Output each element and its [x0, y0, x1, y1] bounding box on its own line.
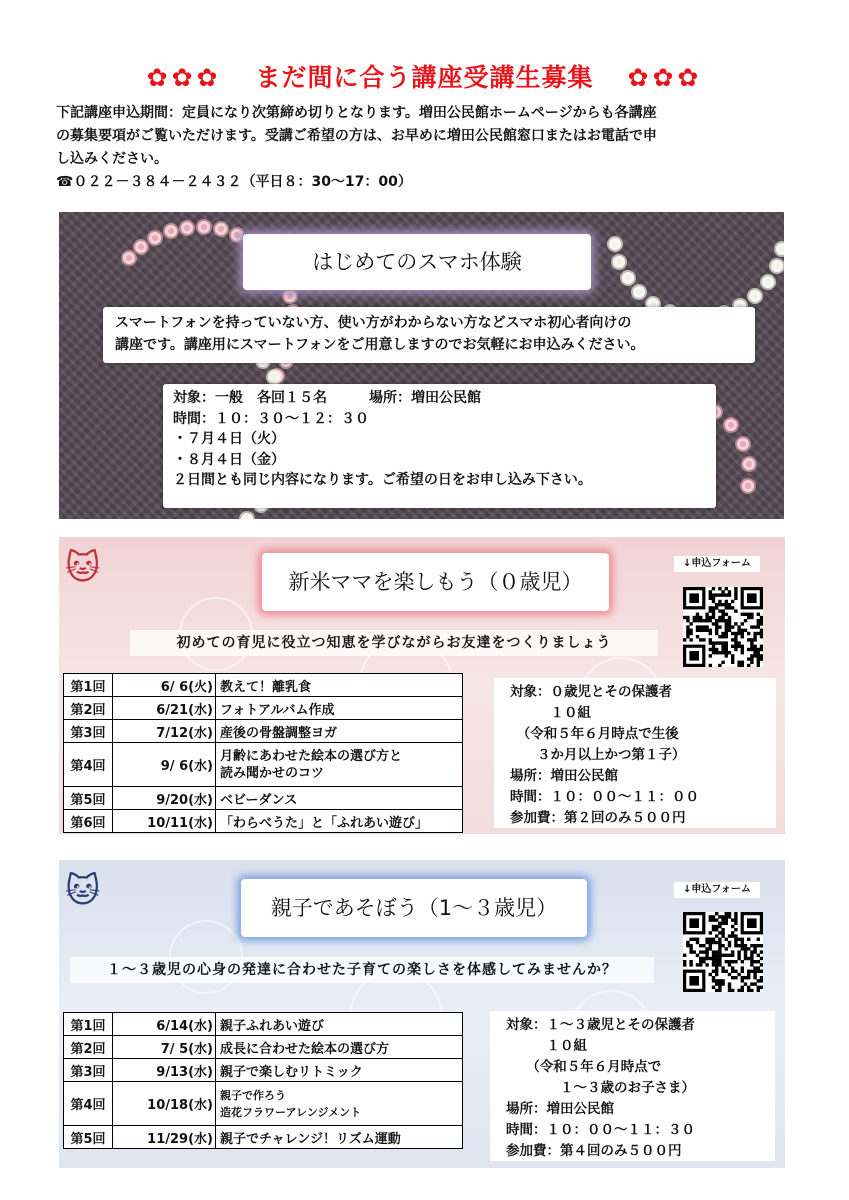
phone-icon: ☎ — [56, 174, 74, 190]
session-num: 第6回 — [64, 810, 113, 833]
flower-icons-right: ✿✿✿ — [627, 63, 703, 92]
course2-info-line: （令和５年６月時点で生後 — [510, 726, 679, 742]
course3-info-line: 参加費：第４回のみ５００円 — [506, 1143, 682, 1159]
session-num: 第2回 — [64, 1036, 113, 1059]
session-topic: 親子ふれあい遊び — [216, 1013, 463, 1036]
session-date: 10/18(水) — [113, 1082, 216, 1126]
flower-decoration-icon — [613, 256, 625, 268]
table-row — [64, 697, 463, 720]
intro-line: 下記講座申込期間：定員になり次第締め切りとなります。増田公民館ホームページからも各講座 — [56, 105, 657, 121]
course1-title: はじめてのスマホ体験 — [243, 234, 591, 290]
session-date: 6/ 6(火) — [113, 674, 216, 697]
course2-subtitle: 初めての育児に役立つ知恵を学びながらお友達をつくりましょう — [130, 630, 658, 656]
session-num: 第3回 — [64, 720, 113, 743]
course2-qr-code-icon[interactable] — [683, 587, 763, 667]
course1-info-line: 時間：１０：３０～１２：３０ — [173, 410, 369, 427]
flower-decoration-icon — [149, 232, 161, 244]
course3-info-line: 対象：１～３歳児とその保護者 — [506, 1017, 695, 1033]
session-topic-line2: 造花フラワーアレンジメント — [220, 1105, 362, 1119]
course3-subtitle: １～３歳児の心身の発達に合わせた子育ての楽しさを体感してみませんか？ — [70, 957, 654, 983]
course1-info-line: 対象：一般 各回１５名 場所：増田公民館 — [173, 390, 481, 406]
session-date: 6/21(水) — [113, 697, 216, 720]
session-date: 11/29(水) — [113, 1126, 216, 1149]
session-date: 7/ 5(水) — [113, 1036, 216, 1059]
session-topic-line2: 読み聞かせのコツ — [220, 765, 325, 781]
course2-form-label: ↓申込フォーム — [674, 556, 760, 572]
flower-decoration-icon — [776, 243, 784, 255]
table-row — [64, 810, 463, 833]
flower-icons-left: ✿✿✿ — [146, 63, 222, 92]
flower-decoration-icon — [268, 371, 280, 383]
session-num: 第3回 — [64, 1059, 113, 1082]
course1-desc-line: 講座です。講座用にスマートフォンをご用意しますのでお気軽にお申込みください。 — [115, 337, 645, 353]
session-num: 第5回 — [64, 787, 113, 810]
flower-decoration-icon — [622, 272, 634, 284]
session-topic: 「わらべうた」と「ふれあい遊び」 — [216, 810, 463, 833]
flower-decoration-icon — [771, 260, 783, 272]
flower-decoration-icon — [742, 480, 754, 492]
session-topic: ベビーダンス — [216, 787, 463, 810]
course3-info — [490, 1011, 775, 1161]
course3-info-line: 場所：増田公民館 — [506, 1101, 614, 1117]
title-text: まだ間に合う講座受講生募集 — [255, 63, 594, 92]
flower-decoration-icon — [165, 225, 177, 237]
course1-info-line: ２日間とも同じ内容になります。ご希望の日をお申し込み下さい。 — [173, 472, 592, 488]
course3-title: 親子であそぼう（1～３歳児） — [241, 879, 587, 937]
flower-decoration-icon — [198, 221, 210, 233]
session-topic: 成長に合わせた絵本の選び方 — [216, 1036, 463, 1059]
session-num: 第1回 — [64, 1013, 113, 1036]
table-row — [64, 787, 463, 810]
course2-schedule-table — [63, 673, 463, 833]
session-topic: 親子で楽しむリトミック — [216, 1059, 463, 1082]
course2-info-line: 時間：１０：００～１１：００ — [510, 789, 699, 805]
intro-line: の募集要項がご覧いただけます。受講ご希望の方は、お早めに増田公民館窓口またはお電話で申 — [56, 128, 657, 144]
flower-decoration-icon — [241, 513, 253, 519]
flower-decoration-icon — [762, 276, 774, 288]
flower-decoration-icon — [749, 290, 761, 302]
session-num: 第4回 — [64, 743, 113, 787]
session-num: 第2回 — [64, 697, 113, 720]
course2-info-line: １０組 — [510, 705, 591, 721]
intro-line: し込みください。 — [56, 151, 168, 167]
session-topic: フォトアルバム作成 — [216, 697, 463, 720]
table-row — [64, 1013, 463, 1036]
course1-info — [163, 384, 716, 508]
course3-schedule-table — [63, 1012, 463, 1149]
course2-title: 新米ママを楽しもう（０歳児） — [262, 553, 609, 611]
course2-info-line: 場所：増田公民館 — [510, 768, 618, 784]
cat-icon: 🐱 — [65, 548, 101, 588]
flower-decoration-icon — [284, 290, 296, 302]
course3-info-line: １～３歳のお子さま） — [506, 1080, 695, 1096]
course2-info-line: 参加費：第２回のみ５００円 — [510, 810, 686, 826]
session-date: 6/14(水) — [113, 1013, 216, 1036]
table-row — [64, 1126, 463, 1149]
course3-info-line: 時間：１０：００～１１：３０ — [506, 1122, 695, 1138]
course1-info-line: ・７月４日（火） — [173, 431, 285, 447]
course2-info — [494, 678, 776, 828]
flower-decoration-icon — [215, 223, 227, 235]
course1-description — [103, 307, 755, 363]
course1-info-line: ・８月４日（金） — [173, 451, 285, 468]
flower-decoration-icon — [123, 252, 135, 264]
table-row — [64, 674, 463, 697]
table-row — [64, 743, 463, 787]
flower-decoration-icon — [181, 222, 193, 234]
flower-decoration-icon — [135, 241, 147, 253]
session-topic-line1: 親子で作ろう — [220, 1088, 286, 1102]
flower-decoration-icon — [633, 286, 645, 298]
session-topic: 親子でチャレンジ！リズム運動 — [216, 1126, 463, 1149]
flower-decoration-icon — [743, 458, 755, 470]
course3-qr-code-icon[interactable] — [683, 912, 763, 992]
session-topic: 教えて！離乳食 — [216, 674, 463, 697]
session-num: 第5回 — [64, 1126, 113, 1149]
session-date: 9/20(水) — [113, 787, 216, 810]
course2-info-line: ３か月以上かつ第１子） — [510, 747, 686, 763]
session-date: 9/ 6(水) — [113, 743, 216, 787]
table-row — [64, 1082, 463, 1126]
course2-info-line: 対象：０歳児とその保護者 — [510, 684, 672, 700]
session-topic: 産後の骨盤調整ヨガ — [216, 720, 463, 743]
session-topic — [216, 743, 463, 787]
course1-desc-line: スマートフォンを持っていない方、使い方がわからない方などスマホ初心者向けの — [115, 315, 632, 331]
session-date: 9/13(水) — [113, 1059, 216, 1082]
course3-form-label: ↓申込フォーム — [674, 882, 760, 898]
table-row — [64, 720, 463, 743]
course3-info-line: １０組 — [506, 1038, 587, 1054]
table-row — [64, 1036, 463, 1059]
flower-decoration-icon — [609, 238, 621, 250]
session-topic — [216, 1082, 463, 1126]
phone-line — [56, 171, 796, 194]
session-date: 7/12(水) — [113, 720, 216, 743]
session-num: 第4回 — [64, 1082, 113, 1126]
table-row — [64, 1059, 463, 1082]
phone-number: ０２２－３８４－２４３２（平日８：30～17：00） — [73, 174, 412, 190]
course3-info-line: （令和５年６月時点で — [506, 1059, 662, 1075]
session-num: 第1回 — [64, 674, 113, 697]
session-date: 10/11(水) — [113, 810, 216, 833]
cat-icon: 🐱 — [65, 871, 101, 911]
page-title — [0, 58, 849, 94]
intro-text — [56, 102, 796, 194]
session-topic-line1: 月齢にあわせた絵本の選び方と — [220, 748, 403, 764]
flower-decoration-icon — [231, 229, 243, 241]
flower-decoration-icon — [737, 438, 749, 450]
flower-decoration-icon — [725, 419, 737, 431]
